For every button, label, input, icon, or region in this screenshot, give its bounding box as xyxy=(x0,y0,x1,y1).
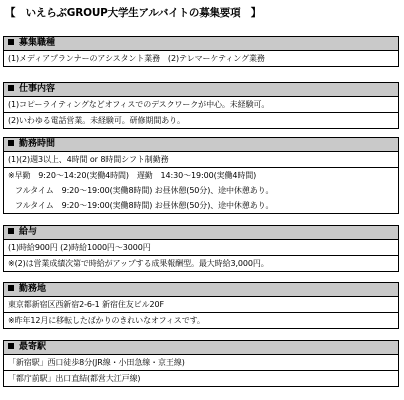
section-line: 「都庁前駅」出口直結(都営大江戸線) xyxy=(4,370,398,386)
section-header xyxy=(4,283,398,297)
square-bullet-icon xyxy=(8,85,14,91)
square-bullet-icon xyxy=(8,228,14,234)
section-header xyxy=(4,226,398,240)
section-line: ※昨年12月に移転したばかりのきれいなオフィスです。 xyxy=(4,312,398,328)
section-heading: 勤務地 xyxy=(19,284,47,294)
section-heading: 募集職種 xyxy=(19,38,56,48)
section-line: ※早勤 9:20～14:20(実働4時間) 遅勤 14:30～19:00(実働4時間) xyxy=(4,167,398,183)
section-heading: 勤務時間 xyxy=(19,139,56,149)
section-header xyxy=(4,83,398,97)
section-line: (2)いわゆる電話営業。未経験可。研修期間あり。 xyxy=(4,112,398,128)
section-work-location xyxy=(3,282,399,329)
section-heading: 仕事内容 xyxy=(19,84,56,94)
section-nearest-station xyxy=(3,340,399,387)
section-header xyxy=(4,138,398,152)
section-salary xyxy=(3,225,399,272)
section-line: (1)メディアプランナーのアシスタント業務 (2)テレマーケティング業務 xyxy=(8,54,265,63)
section-line: 東京都新宿区西新宿2-6-1 新宿住友ビル20F xyxy=(8,300,164,309)
section-heading: 給与 xyxy=(19,227,38,237)
square-bullet-icon xyxy=(8,39,14,45)
section-line: (1)コピーライティングなどオフィスでのデスクワークが中心。未経験可。 xyxy=(8,100,270,109)
section-working-hours xyxy=(3,137,399,214)
section-job-type xyxy=(3,36,399,67)
section-line: ※(2)は営業成績次第で時給がアップする成果報酬型。最大時給3,000円。 xyxy=(4,255,398,271)
section-line: (1)時給900円 (2)時給1000円～3000円 xyxy=(8,243,151,252)
section-line: フルタイム 9:20～19:00(実働8時間) お昼休憩(50分)、途中休憩あり。 xyxy=(15,201,274,210)
section-job-description xyxy=(3,82,399,129)
section-header xyxy=(4,341,398,355)
section-line: 「新宿駅」西口徒歩8分(JR線・小田急線・京王線) xyxy=(8,358,185,367)
section-heading: 最寄駅 xyxy=(19,342,47,352)
square-bullet-icon xyxy=(8,285,14,291)
square-bullet-icon xyxy=(8,140,14,146)
section-line: (1)(2)週3以上、4時間 or 8時間シフト制勤務 xyxy=(8,155,169,164)
page-title: 【 いえらぶGROUP大学生アルバイトの募集要項 】 xyxy=(5,7,261,19)
section-header xyxy=(4,37,398,51)
square-bullet-icon xyxy=(8,343,14,349)
section-line: フルタイム 9:20～19:00(実働8時間) お昼休憩(50分)、途中休憩あり。 xyxy=(15,186,274,195)
